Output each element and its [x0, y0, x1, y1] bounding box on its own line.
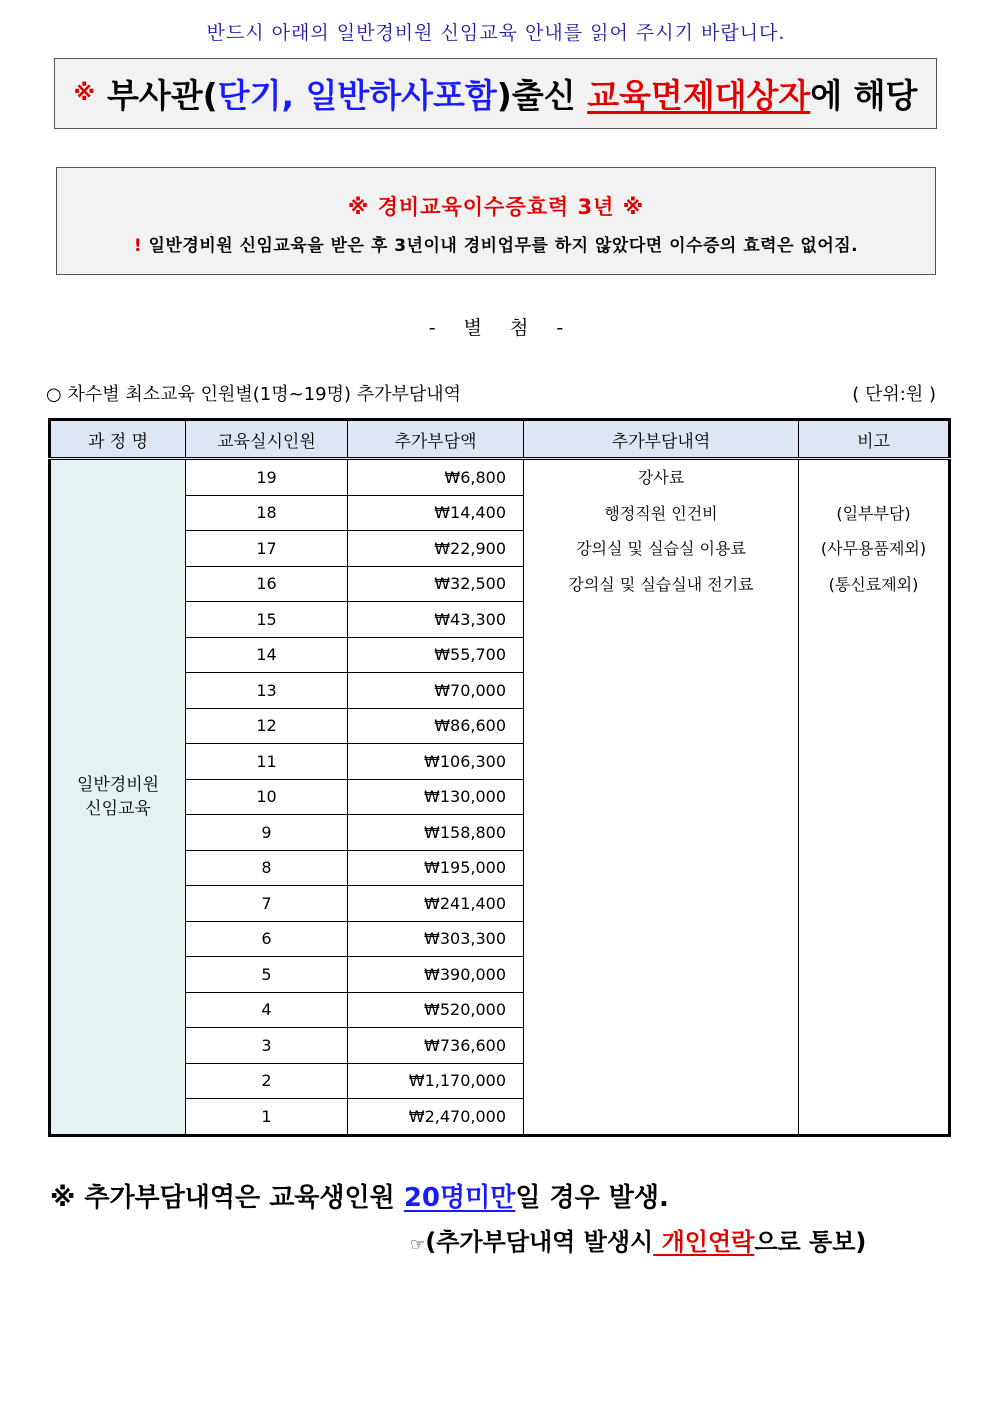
fee-detail-item: 강사료 [637, 468, 685, 487]
remark-item: (사무용품제외) [820, 539, 927, 558]
attendee-count-cell: 3 [186, 1028, 348, 1064]
course-name-line: 일반경비원 [76, 774, 160, 795]
remark-item: (통신료제외) [828, 574, 919, 594]
fee-details-cell [524, 459, 799, 1136]
additional-fee-cell: ₩195,000 [348, 850, 524, 886]
attendee-count-cell: 19 [186, 459, 348, 496]
attendee-count-cell: 6 [186, 921, 348, 957]
column-header: 추가부담내역 [524, 420, 799, 459]
additional-fee-cell: ₩390,000 [348, 957, 524, 993]
additional-fee-cell: ₩6,800 [348, 459, 524, 496]
attendee-count-cell: 10 [186, 779, 348, 815]
additional-fee-cell: ₩22,900 [348, 531, 524, 567]
attendee-count-cell: 11 [186, 744, 348, 780]
additional-fee-cell: ₩2,470,000 [348, 1099, 524, 1136]
attendee-count-cell: 13 [186, 673, 348, 709]
course-name-cell [50, 459, 186, 1136]
appendix-label: - 별 첨 - [428, 317, 564, 339]
remark-item: (일부부담) [836, 503, 911, 523]
additional-fee-cell: ₩86,600 [348, 708, 524, 744]
attendee-count-cell: 15 [186, 602, 348, 638]
column-header: 과 정 명 [50, 420, 186, 459]
remark-item [799, 460, 948, 496]
table-body [50, 459, 950, 1136]
attendee-count-cell: 1 [186, 1099, 348, 1136]
additional-fee-cell: ₩70,000 [348, 673, 524, 709]
validity-box [56, 167, 936, 275]
course-name-line: 신임교육 [85, 798, 151, 819]
exemption-text-2: 단기, 일반하사포함 [217, 76, 497, 115]
additional-fee-cell: ₩303,300 [348, 921, 524, 957]
footer-highlight-contact: 개인연락 [653, 1228, 755, 1256]
fee-detail-item: 강의실 및 실습실내 전기료 [568, 574, 754, 594]
column-header: 추가부담액 [348, 420, 524, 459]
fee-table [48, 418, 951, 1137]
footer-line-2 [410, 1222, 866, 1257]
fee-detail-item: 강의실 및 실습실 이용료 [576, 539, 746, 558]
column-header: 교육실시인원 [186, 420, 348, 459]
exemption-text-5: 에 해당 [810, 76, 918, 115]
exclamation-mark: ! [133, 236, 143, 256]
column-header: 비고 [799, 420, 950, 459]
validity-text-line [57, 231, 935, 256]
additional-fee-cell: ₩736,600 [348, 1028, 524, 1064]
remarks-cell [799, 459, 950, 1136]
additional-fee-cell: ₩43,300 [348, 602, 524, 638]
additional-fee-cell: ₩1,170,000 [348, 1063, 524, 1099]
attendee-count-cell: 12 [186, 708, 348, 744]
additional-fee-cell: ₩106,300 [348, 744, 524, 780]
reference-mark: ※ [73, 81, 95, 106]
attendee-count-cell: 17 [186, 531, 348, 567]
pointing-hand-icon: ☞ [410, 1235, 426, 1255]
additional-fee-cell: ₩520,000 [348, 992, 524, 1028]
additional-fee-cell: ₩158,800 [348, 815, 524, 851]
exemption-text-3: )출신 [496, 76, 576, 115]
attendee-count-cell: 7 [186, 886, 348, 922]
exemption-box [54, 58, 937, 129]
table-row [50, 459, 950, 496]
table-header-row [50, 420, 950, 459]
footer-text-2c: 으로 통보) [754, 1228, 867, 1256]
footer-text-1a: ※ 추가부담내역은 교육생인원 [50, 1183, 404, 1213]
validity-text: 일반경비원 신임교육을 받은 후 3년이내 경비업무를 하지 않았다면 이수증의 효력은 없어짐. [148, 236, 859, 256]
attendee-count-cell: 5 [186, 957, 348, 993]
attendee-count-cell: 2 [186, 1063, 348, 1099]
footer-highlight-under-20: 20명미만 [403, 1183, 516, 1213]
additional-fee-cell: ₩241,400 [348, 886, 524, 922]
notice-text: 반드시 아래의 일반경비원 신임교육 안내를 읽어 주시기 바랍니다. [206, 22, 786, 44]
additional-fee-cell: ₩55,700 [348, 637, 524, 673]
additional-fee-cell: ₩14,400 [348, 495, 524, 531]
attendee-count-cell: 16 [186, 566, 348, 602]
table-caption: ○ 차수별 최소교육 인원별(1명~19명) 추가부담내역 [46, 384, 462, 405]
additional-fee-cell: ₩32,500 [348, 566, 524, 602]
unit-label: ( 단위:원 ) [852, 384, 936, 405]
validity-title: ※ 경비교육이수증효력 3년 ※ [347, 195, 645, 219]
exemption-highlight: 교육면제대상자 [587, 76, 811, 115]
attendee-count-cell: 9 [186, 815, 348, 851]
exemption-text-1: 부사관( [106, 76, 218, 115]
attendee-count-cell: 8 [186, 850, 348, 886]
attendee-count-cell: 14 [186, 637, 348, 673]
attendee-count-cell: 4 [186, 992, 348, 1028]
footer-line-1 [50, 1177, 669, 1214]
footer-text-2a: (추가부담내역 발생시 [425, 1228, 654, 1256]
attendee-count-cell: 18 [186, 495, 348, 531]
fee-detail-item: 행정직원 인건비 [604, 503, 718, 523]
footer-text-1c: 일 경우 발생. [515, 1183, 669, 1213]
additional-fee-cell: ₩130,000 [348, 779, 524, 815]
